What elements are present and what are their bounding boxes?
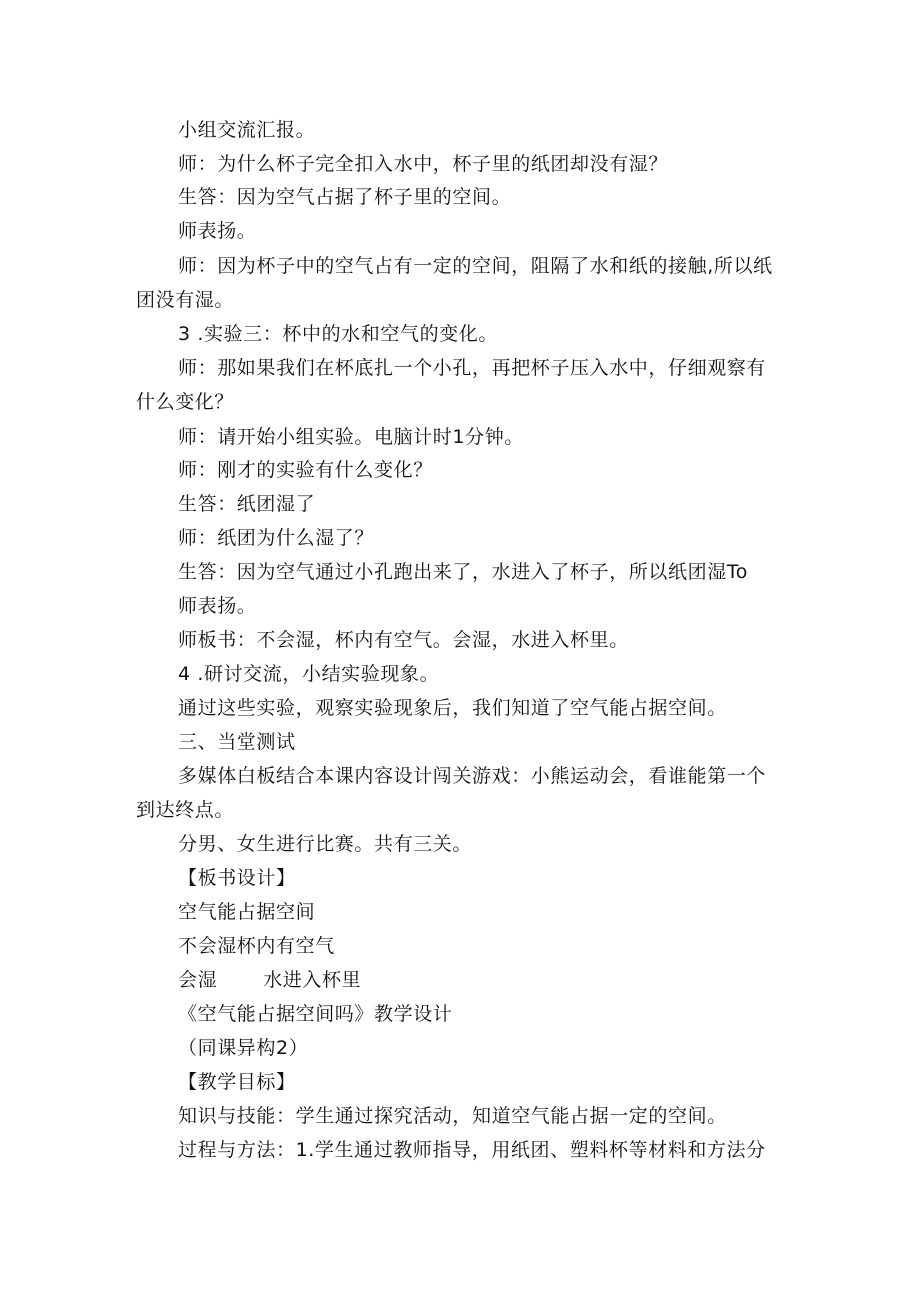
document-title: 《空气能占据空间吗》教学设计 (178, 1003, 453, 1025)
text-line: 到达终点。 (136, 799, 235, 821)
text-line: 师：纸团为什么湿了？ (178, 527, 375, 549)
section-heading: 三、当堂测试 (178, 731, 296, 753)
text-line: 师表扬。 (178, 220, 257, 242)
text-line: 师：为什么杯子完全扣入水中，杯子里的纸团却没有湿？ (178, 153, 669, 175)
text-line: 什么变化？ (136, 391, 235, 413)
text-line: 生答：纸团湿了 (178, 493, 316, 515)
text-fragment: 水进入杯里 (263, 969, 362, 991)
section-heading: 【板书设计】 (178, 867, 296, 889)
text-line: 生答：因为空气占据了杯子里的空间。 (178, 186, 512, 208)
text-line: 师板书：不会湿，杯内有空气。会湿，水进入杯里。 (178, 629, 629, 651)
text-line: 空气能占据空间 (178, 901, 316, 923)
section-heading: 【教学目标】 (178, 1071, 296, 1093)
text-line: 生答：因为空气通过小孔跑出来了，水进入了杯子，所以纸团湿To (178, 561, 749, 583)
text-line: 师：刚才的实验有什么变化？ (178, 459, 433, 481)
text-line: 师：因为杯子中的空气占有一定的空间，阻隔了水和纸的接触,所以纸 (178, 255, 773, 277)
text-line: 团没有湿。 (136, 289, 235, 311)
text-line: 不会湿杯内有空气 (178, 935, 335, 957)
text-line: 过程与方法：1.学生通过教师指导，用纸团、塑料杯等材料和方法分 (178, 1139, 766, 1161)
text-line: 师表扬。 (178, 595, 257, 617)
text-fragment: 会湿 (178, 969, 218, 991)
text-line: 通过这些实验，观察实验现象后，我们知道了空气能占据空间。 (178, 697, 727, 719)
text-line: 小组交流汇报。 (178, 119, 316, 141)
text-line: 知识与技能：学生通过探究活动，知道空气能占据一定的空间。 (178, 1105, 727, 1127)
document-subtitle: （同课异构2） (178, 1037, 309, 1059)
text-line: 3 .实验三：杯中的水和空气的变化。 (178, 323, 498, 345)
text-line: 分男、女生进行比赛。共有三关。 (178, 833, 473, 855)
text-line: 4 .研讨交流，小结实验现象。 (178, 663, 440, 685)
text-line: 师：请开始小组实验。电脑计时1分钟。 (178, 426, 524, 448)
text-line: 师：那如果我们在杯底扎一个小孔，再把杯子压入水中，仔细观察有 (178, 357, 767, 379)
text-line: 多媒体白板结合本课内容设计闯关游戏：小熊运动会，看谁能第一个 (178, 765, 767, 787)
text-line (178, 968, 361, 992)
